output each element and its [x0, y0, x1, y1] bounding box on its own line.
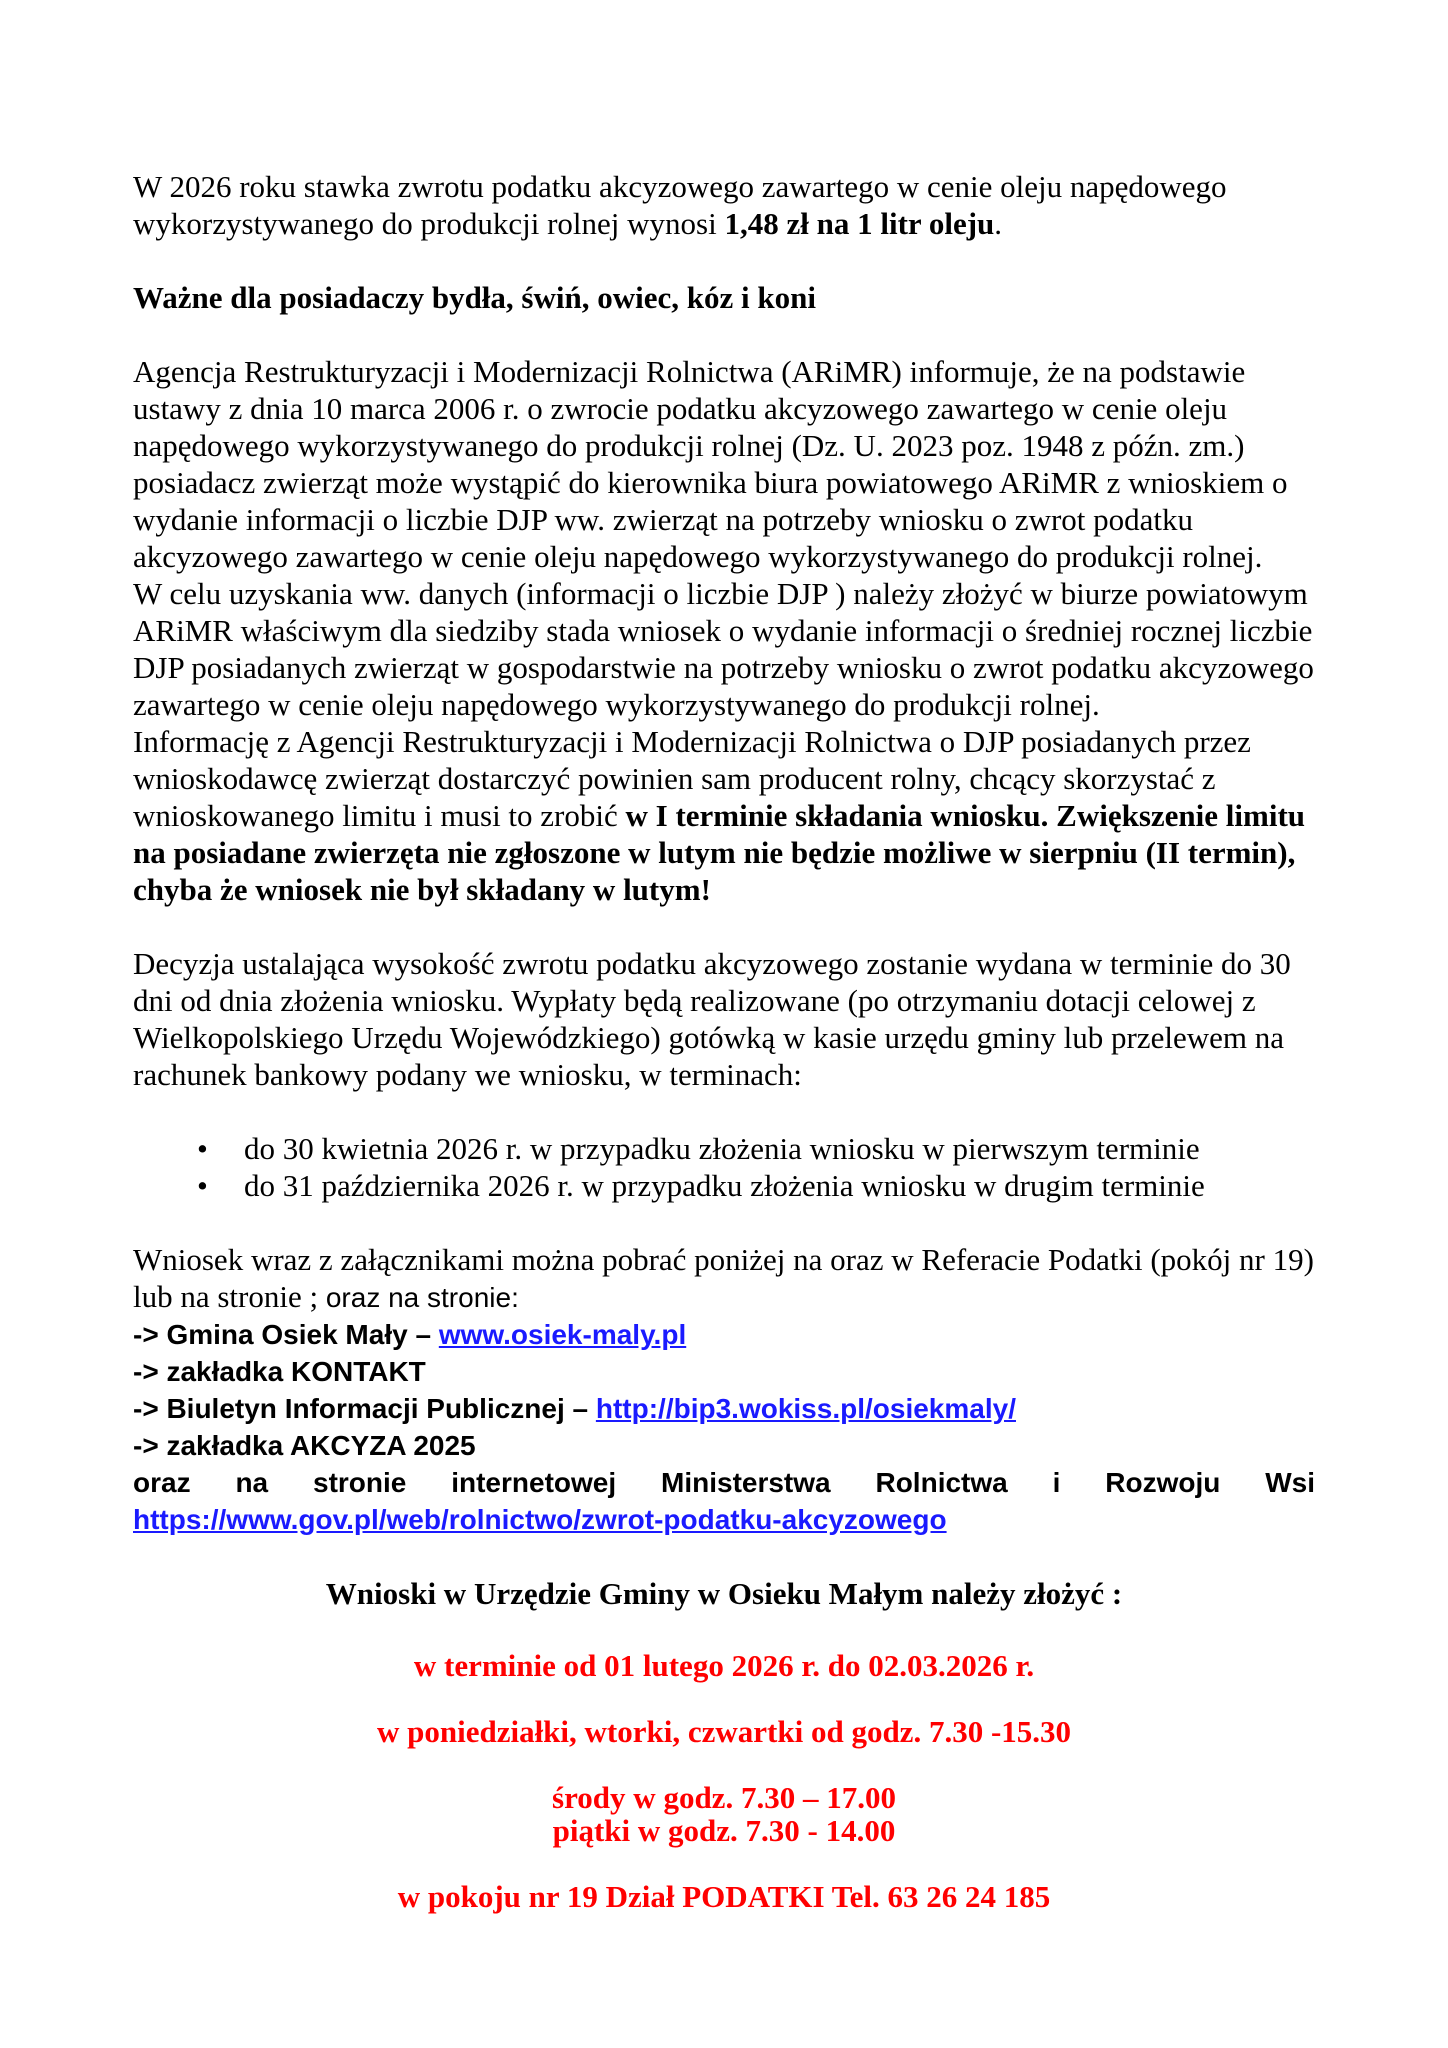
spacer [133, 1538, 1315, 1575]
submit-heading: Wnioski w Urzędzie Gminy w Osieku Małym należy złożyć : [325, 1576, 1123, 1611]
link-line-kontakt: -> zakładka KONTAKT [133, 1356, 426, 1387]
link-line-gmina [133, 1316, 1315, 1353]
ministry-link-line [133, 1501, 1315, 1538]
paragraph-arimr-law: Agencja Restrukturyzacji i Modernizacji Rolnictwa (ARiMR) informuje, że na podstawie ustawy z dnia 10 marca 2006 r. o zwrocie podatku akcyzowego zawartego w cenie oleju napędowego wykorzystywanego do produkcji rolnej (Dz. U. 2023 poz. 1948 z późn. zm.) posiadacz zwierząt może wystąpić do kierownika biura powiatowego ARiMR z wnioskiem o wydanie informacji o liczbie DJP ww. zwierząt na potrzeby wniosku o zwrot podatku akcyzowego zawartego w cenie oleju napędowego wykorzystywanego do produkcji rolnej. [133, 354, 1288, 574]
rate-value: 1,48 zł na 1 litr oleju [724, 206, 995, 241]
deadline-item-second-term: • do 31 października 2026 r. w przypadku złożenia wniosku w drugim terminie [197, 1167, 1315, 1204]
term-dates-line: w terminie od 01 lutego 2026 r. do 02.03.2026 r. [413, 1648, 1035, 1683]
spacer [133, 1847, 1315, 1880]
spacer [133, 1748, 1315, 1781]
ministry-link[interactable]: https://www.gov.pl/web/rolnictwo/zwrot-podatku-akcyzowego [133, 1504, 947, 1535]
paragraph-limit-warning [133, 723, 1315, 908]
spacer [133, 242, 1315, 279]
link-line-bip [133, 1390, 1315, 1427]
spacer [133, 1093, 1315, 1130]
deadline-item-first-term: • do 30 kwietnia 2026 r. w przypadku złożenia wniosku w pierwszym terminie [197, 1130, 1315, 1167]
bip-link[interactable]: http://bip3.wokiss.pl/osiekmaly/ [595, 1393, 1016, 1424]
bip-arrow-label: -> Biuletyn Informacji Publicznej – [133, 1393, 596, 1424]
spacer [133, 1682, 1315, 1715]
osiek-maly-link[interactable]: www.osiek-maly.pl [438, 1319, 687, 1350]
document-content [133, 168, 1315, 1913]
spacer [133, 1204, 1315, 1241]
spacer [133, 908, 1315, 945]
hours-friday-line: piątki w godz. 7.30 - 14.00 [552, 1813, 896, 1848]
limit-warning-bold: w I terminie składania wniosku. Zwiększenie limitu na posiadane zwierzęta nie zgłoszone w lutym nie będzie możliwe w sierpniu (II termin), chyba że wniosek nie był składany w lutym! [133, 798, 1306, 907]
spacer [133, 316, 1315, 353]
ministry-line: oraz na stronie internetowej Ministerstwa Rolnictwa i Rozwoju Wsi [133, 1467, 1315, 1498]
room-phone-line: w pokoju nr 19 Dział PODATKI Tel. 63 26 24 185 [397, 1879, 1051, 1914]
link-line-akcyza: -> zakładka AKCYZA 2025 [133, 1430, 476, 1461]
intro-text: W 2026 roku stawka zwrotu podatku akcyzowego zawartego w cenie oleju napędowego wykorzystywanego do produkcji rolnej wynosi [133, 169, 1227, 241]
gmina-arrow-label: -> Gmina Osiek Mały – [133, 1319, 439, 1350]
hours-mon-tue-thu-line: w poniedziałki, wtorki, czwartki od godz. 7.30 -15.30 [376, 1714, 1072, 1749]
download-text-sans: oraz na stronie: [325, 1282, 519, 1313]
paragraph-decision: Decyzja ustalająca wysokość zwrotu podatku akcyzowego zostanie wydana w terminie do 30 dni od dnia złożenia wniosku. Wypłaty będą realizowane (po otrzymaniu dotacji celowej z Wielkopolskiego Urzędu Wojewódzkiego) gotówką w kasie urzędu gminy lub przelewem na rachunek bankowy podany we wniosku, w terminach: [133, 946, 1291, 1092]
payment-deadlines-list [133, 1130, 1315, 1204]
paragraph-intro [133, 168, 1315, 242]
limit-warning-text: Informację z Agencji Restrukturyzacji i Modernizacji Rolnictwa o DJP posiadanych przez wnioskodawcę zwierząt dostarczyć powinien sam producent rolny, chcący skorzystać z wnioskowanego limitu i musi to zrobić [133, 724, 1251, 833]
paragraph-download-info [133, 1241, 1315, 1316]
paragraph-djp-request: W celu uzyskania ww. danych (informacji o liczbie DJP ) należy złożyć w biurze powiatowym ARiMR właściwym dla siedziby stada wniosek o wydanie informacji o średniej rocznej liczbie DJP posiadanych zwierząt w gospodarstwie na potrzeby wniosku o zwrot podatku akcyzowego zawartego w cenie oleju napędowego wykorzystywanego do produkcji rolnej. [133, 576, 1314, 722]
hours-wednesday-line: środy w godz. 7.30 – 17.00 [552, 1780, 896, 1815]
intro-period: . [994, 206, 1003, 241]
spacer [133, 1612, 1315, 1649]
heading-animal-owners: Ważne dla posiadaczy bydła, świń, owiec, kóz i koni [133, 280, 816, 315]
download-text-serif: Wniosek wraz z załącznikami można pobrać poniżej na oraz w Referacie Podatki (pokój nr 19) lub na stronie ; [133, 1242, 1314, 1314]
